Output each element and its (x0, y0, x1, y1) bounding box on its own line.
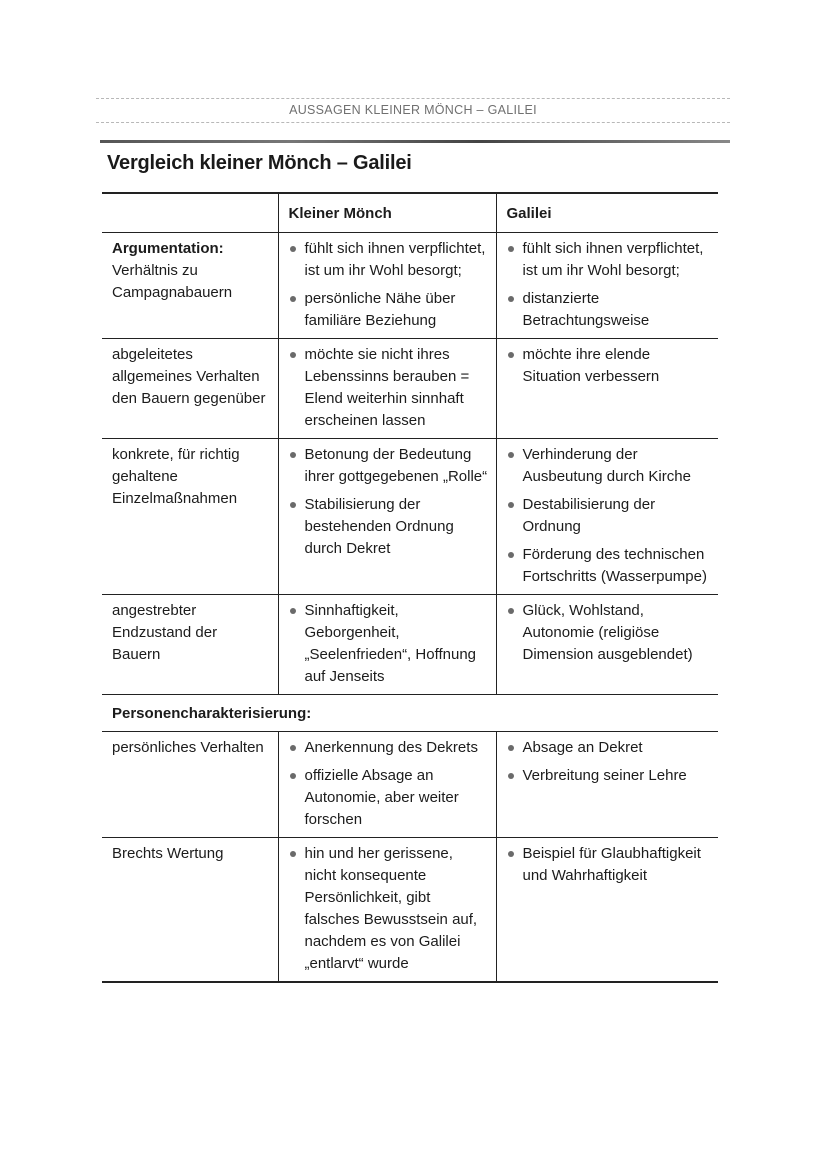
list-item: Absage an Dekret (507, 737, 711, 759)
row-label-cell (102, 339, 278, 439)
table-row (102, 732, 718, 838)
bullet-icon (508, 552, 514, 558)
section-empty-cell (496, 695, 718, 732)
list-item: Destabilisierung der Ordnung (507, 494, 711, 538)
row-label: angestrebter Endzustand der Bauern (112, 602, 218, 663)
moench-cell (278, 339, 496, 439)
bullet-icon (290, 502, 296, 508)
table-row (102, 439, 718, 595)
list-item: Beispiel für Glaubhaftigkeit und Wahrhaftigkeit (507, 843, 711, 887)
galilei-cell (496, 595, 718, 695)
bullet-icon (290, 608, 296, 614)
row-label-cell (102, 233, 278, 339)
moench-cell (278, 439, 496, 595)
table-row (102, 595, 718, 695)
bullet-icon (508, 246, 514, 252)
list-item: Glück, Wohlstand, Autonomie (religiöse Dimension ausgeblendet) (507, 600, 711, 666)
bullet-icon (508, 608, 514, 614)
list-item: fühlt sich ihnen verpflichtet, ist um ihr Wohl besorgt; (289, 238, 488, 282)
row-label: Brechts Wertung (112, 845, 224, 862)
bullet-icon (508, 296, 514, 302)
list-item: Sinnhaftigkeit, Geborgenheit, „Seelenfrieden“, Hoffnung auf Jenseits (289, 600, 488, 688)
comparison-table (102, 192, 718, 983)
list-item: fühlt sich ihnen verpflichtet, ist um ihr Wohl besorgt; (507, 238, 711, 282)
moench-cell (278, 838, 496, 983)
list-item: Betonung der Bedeutung ihrer gottgegebenen „Rolle“ (289, 444, 488, 488)
list-item: hin und her gerissene, nicht konsequente Persönlichkeit, gibt falsches Bewusstsein auf, nachdem es von Galilei „entlarvt“ wurde (289, 843, 488, 975)
table-row (102, 838, 718, 983)
page-title: Vergleich kleiner Mönch – Galilei (107, 152, 412, 174)
header-dashed-line-top (96, 98, 730, 99)
list-item: Verhinderung der Ausbeutung durch Kirche (507, 444, 711, 488)
moench-cell (278, 732, 496, 838)
row-label: abgeleitetes allgemeines Verhalten den Bauern gegenüber (112, 346, 266, 407)
row-label-cell (102, 595, 278, 695)
bullet-icon (508, 452, 514, 458)
bullet-icon (290, 773, 296, 779)
bullet-icon (290, 452, 296, 458)
section-row (102, 695, 718, 732)
bullet-icon (508, 773, 514, 779)
galilei-cell (496, 439, 718, 595)
list-item: distanzierte Betrachtungsweise (507, 288, 711, 332)
table-header-row (102, 193, 718, 233)
galilei-cell (496, 233, 718, 339)
bullet-icon (508, 851, 514, 857)
bullet-icon (290, 851, 296, 857)
comparison-table-container (102, 192, 718, 983)
column-header-galilei: Galilei (496, 193, 718, 233)
list-item: möchte sie nicht ihres Lebenssinns berauben = Elend weiterhin sinnhaft erscheinen lassen (289, 344, 488, 432)
running-header: AUSSAGEN KLEINER MÖNCH – GALILEI (289, 103, 537, 117)
header-empty-cell (102, 193, 278, 233)
row-label-cell (102, 732, 278, 838)
galilei-cell (496, 339, 718, 439)
list-item: möchte ihre elende Situation verbessern (507, 344, 711, 388)
bullet-icon (508, 745, 514, 751)
table-row (102, 233, 718, 339)
row-label: Verhältnis zu Campagnabauern (112, 262, 233, 301)
list-item: offizielle Absage an Autonomie, aber weiter forschen (289, 765, 488, 831)
column-header-moench: Kleiner Mönch (278, 193, 496, 233)
list-item: Anerkennung des Dekrets (289, 737, 488, 759)
title-rule (100, 140, 730, 143)
bullet-icon (290, 246, 296, 252)
section-heading: Personencharakterisierung: (112, 705, 312, 722)
bullet-icon (508, 502, 514, 508)
header-dashed-line-bottom (96, 122, 730, 123)
bullet-icon (290, 352, 296, 358)
galilei-cell (496, 838, 718, 983)
row-label: konkrete, für richtig gehaltene Einzelmaßnahmen (112, 446, 240, 507)
table-row (102, 339, 718, 439)
bullet-icon (290, 745, 296, 751)
list-item: Stabilisierung der bestehenden Ordnung durch Dekret (289, 494, 488, 560)
list-item: persönliche Nähe über familiäre Beziehung (289, 288, 488, 332)
bullet-icon (290, 296, 296, 302)
row-label-cell (102, 838, 278, 983)
list-item: Förderung des technischen Fortschritts (Wasserpumpe) (507, 544, 711, 588)
list-item: Verbreitung seiner Lehre (507, 765, 711, 787)
moench-cell (278, 233, 496, 339)
moench-cell (278, 595, 496, 695)
bullet-icon (508, 352, 514, 358)
row-label: persönliches Verhalten (112, 739, 264, 756)
row-label-cell (102, 439, 278, 595)
galilei-cell (496, 732, 718, 838)
row-label-heading: Argumentation: (112, 240, 224, 257)
